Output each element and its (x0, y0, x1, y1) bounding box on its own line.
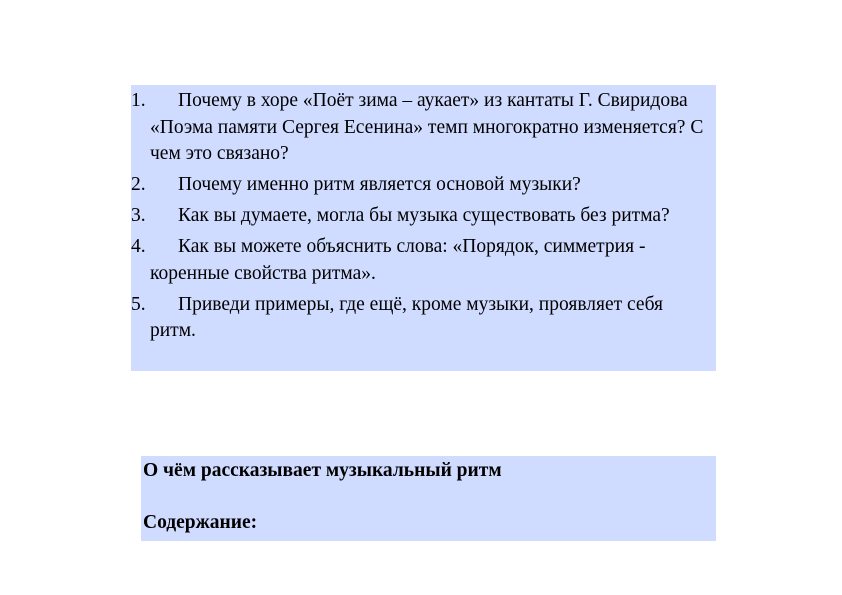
question-text: Почему именно ритм является основой музыки? (178, 174, 581, 195)
question-number: 3. (131, 205, 146, 226)
questions-box (131, 85, 716, 371)
question-text: Как вы можете объяснить слова: «Порядок, симметрия - коренные свойства ритма». (150, 236, 646, 284)
question-item-4 (131, 234, 716, 287)
topic-title: О чём рассказывает музыкальный ритм (143, 460, 502, 481)
question-item-5 (131, 292, 716, 345)
question-number: 1. (131, 90, 146, 111)
question-number: 5. (131, 293, 146, 315)
question-item-3 (131, 203, 716, 230)
question-item-2 (131, 172, 716, 199)
content-label: Содержание: (143, 512, 258, 533)
question-text: Приведи примеры, где ещё, кроме музыки, проявляет себя ритм. (150, 293, 663, 341)
question-number: 2. (131, 174, 146, 195)
question-number: 4. (131, 236, 146, 257)
topic-spacer (143, 484, 716, 510)
question-text: Почему в хоре «Поёт зима – аукает» из кантаты Г. Свиридова «Поэма памяти Сергея Есенина» темп многократно изменяется? С чем это связано? (150, 90, 704, 164)
questions-list (131, 88, 716, 345)
question-item-1 (131, 88, 716, 168)
question-text: Как вы думаете, могла бы музыка существовать без ритма? (178, 205, 670, 226)
topic-box (141, 456, 716, 541)
